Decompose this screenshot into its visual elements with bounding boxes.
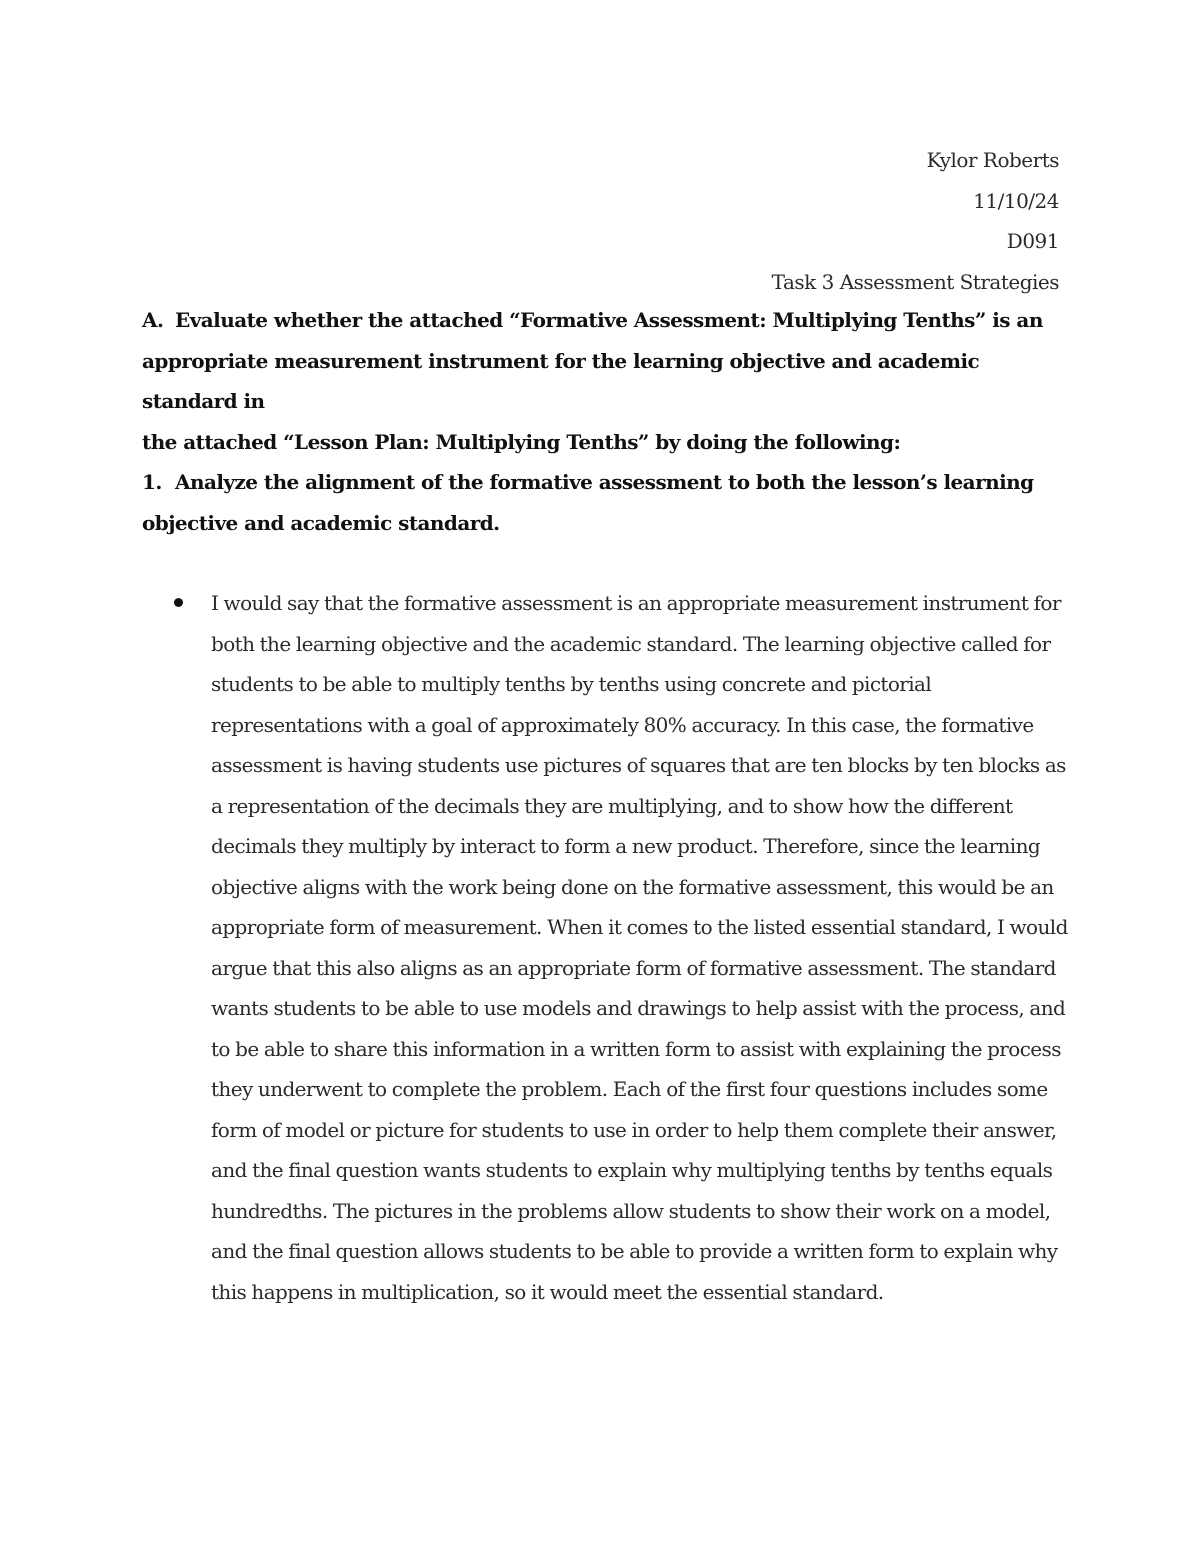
response-text	[211, 583, 1068, 1312]
response-line: both the learning objective and the academic standard. The learning objective called for	[211, 631, 1051, 656]
response-line: representations with a goal of approximately 80% accuracy. In this case, the formative	[211, 712, 1034, 737]
response-line: objective aligns with the work being done on the formative assessment, this would be an	[211, 874, 1054, 899]
response-line: this happens in multiplication, so it would meet the essential standard.	[211, 1279, 884, 1304]
response-line: and the final question wants students to explain why multiplying tenths by tenths equals	[211, 1158, 1053, 1182]
section-1-prompt	[142, 462, 1062, 543]
response-line: they underwent to complete the problem. Each of the first four questions includes some	[211, 1077, 1048, 1101]
response-line: appropriate form of measurement. When it comes to the listed essential standard, I would	[211, 915, 1068, 939]
author-name: Kylor Roberts	[926, 148, 1059, 172]
bullet-dot-icon	[174, 598, 183, 607]
response-line: and the final question allows students to be able to provide a written form to explain why	[211, 1239, 1058, 1263]
prompt-line: A. Evaluate whether the attached “Formative Assessment: Multiplying Tenths” is an	[142, 300, 1062, 341]
prompt-line: 1. Analyze the alignment of the formative assessment to both the lesson’s learning	[142, 462, 1062, 503]
response-line: a representation of the decimals they are multiplying, and to show how the different	[211, 793, 1013, 818]
prompt-line: objective and academic standard.	[142, 510, 500, 535]
response-line: argue that this also aligns as an appropriate form of formative assessment. The standard	[211, 955, 1056, 980]
response-line: decimals they multiply by interact to form a new product. Therefore, since the learning	[211, 834, 1041, 858]
task-title: Task 3 Assessment Strategies	[771, 269, 1059, 294]
section-marker: A.	[142, 308, 164, 332]
section-a-prompt	[142, 300, 1062, 462]
course-code: D091	[1006, 229, 1059, 253]
response-line: hundredths. The pictures in the problems allow students to show their work on a model,	[211, 1198, 1051, 1223]
document-date: 11/10/24	[973, 188, 1059, 213]
response-line: wants students to be able to use models and drawings to help assist with the process, and	[211, 996, 1066, 1020]
prompt-line: the attached “Lesson Plan: Multiplying Tenths” by doing the following:	[142, 429, 901, 454]
section-marker: 1.	[142, 470, 162, 494]
prompt-line: appropriate measurement instrument for the learning objective and academic standard in	[142, 348, 980, 413]
response-line: form of model or picture for students to use in order to help them complete their answer,	[211, 1117, 1057, 1142]
response-line: I would say that the formative assessment is an appropriate measurement instrument for	[211, 591, 1061, 615]
document-header	[772, 140, 1059, 302]
response-line: to be able to share this information in a written form to assist with explaining the process	[211, 1036, 1061, 1061]
response-line: students to be able to multiply tenths by tenths using concrete and pictorial	[211, 672, 932, 696]
response-line: assessment is having students use pictures of squares that are ten blocks by ten blocks as	[211, 753, 1066, 777]
